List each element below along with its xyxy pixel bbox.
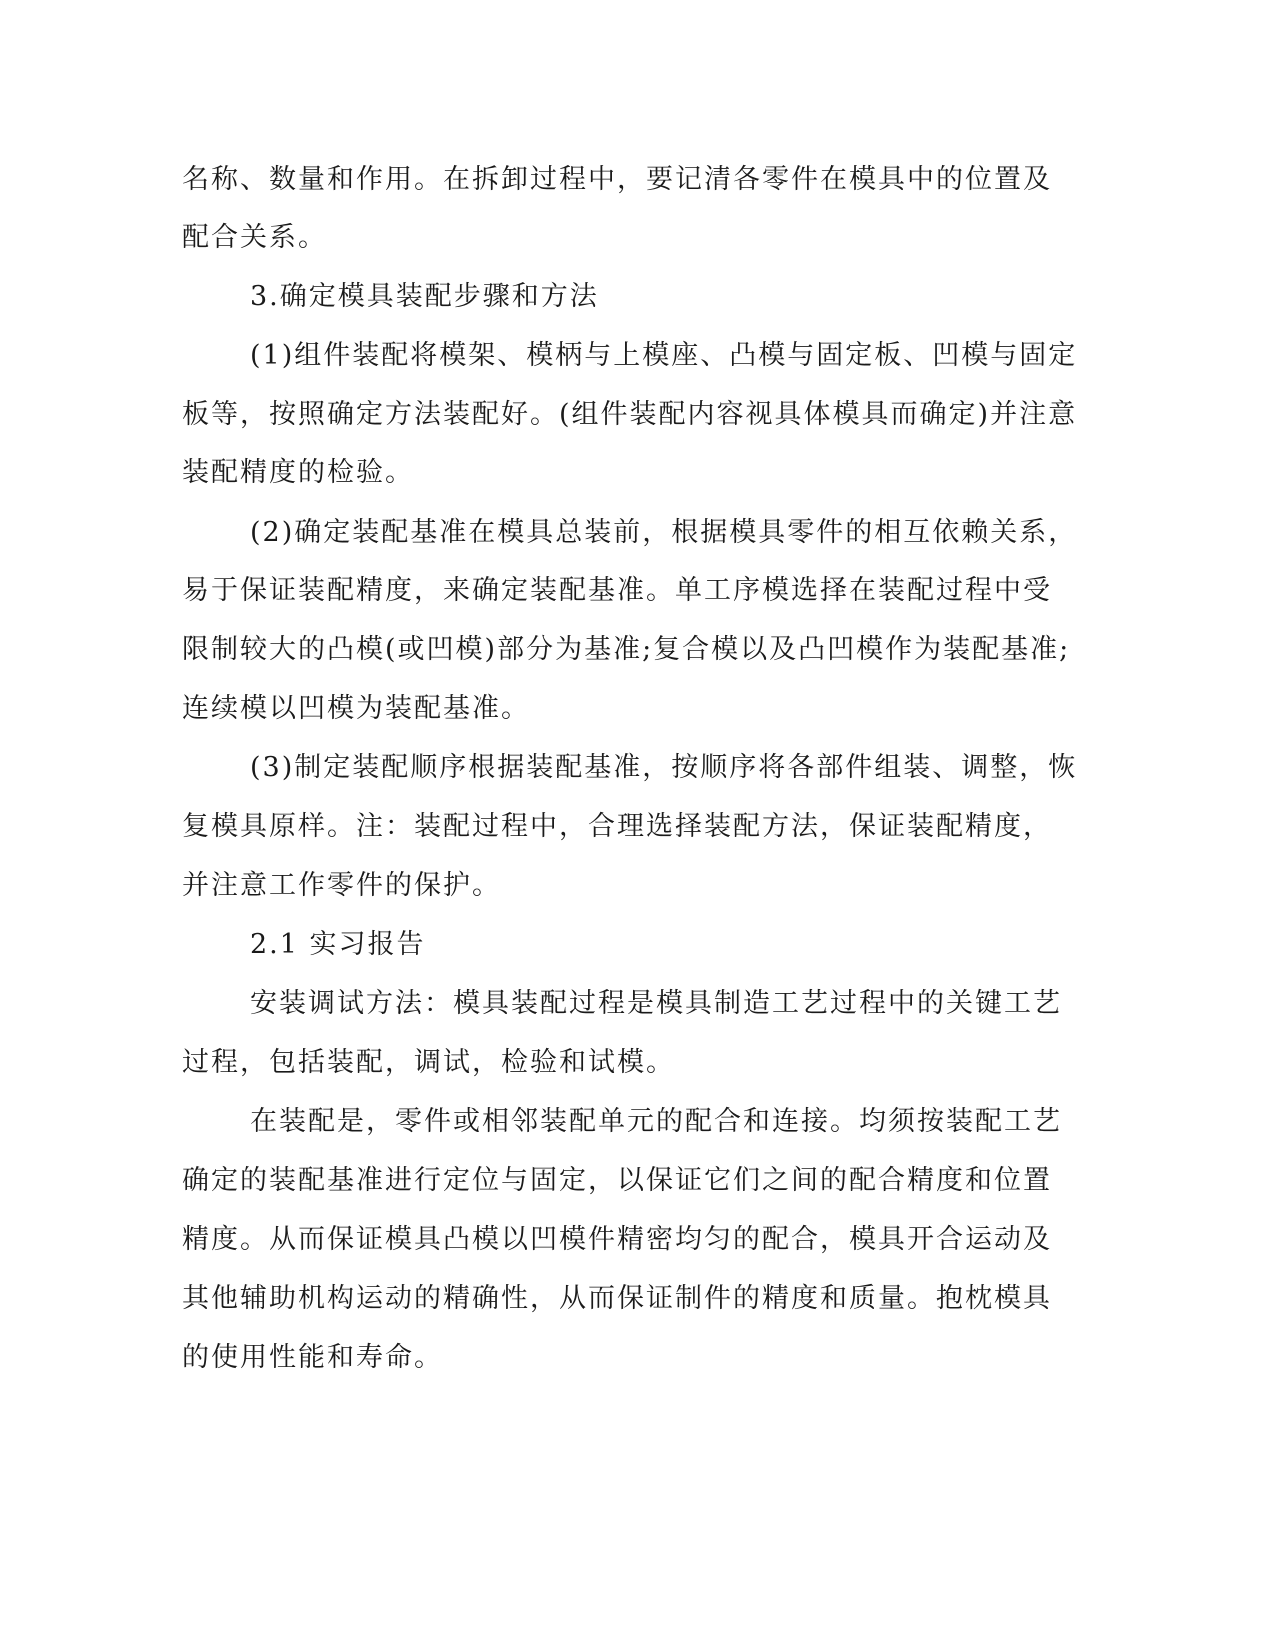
text-line: 易于保证装配精度，来确定装配基准。单工序模选择在装配过程中受 (182, 575, 1052, 606)
text-line: (2)确定装配基准在模具总装前，根据模具零件的相互依赖关系， (250, 517, 1078, 548)
text-line: 的使用性能和寿命。 (182, 1342, 443, 1373)
section-heading: 2.1 实习报告 (250, 929, 426, 960)
text-line: 配合关系。 (182, 222, 327, 253)
text-line: 其他辅助机构运动的精确性，从而保证制件的精度和质量。抱枕模具 (182, 1283, 1052, 1314)
text-line: 装配精度的检验。 (182, 457, 414, 488)
text-line: 连续模以凹模为装配基准。 (182, 693, 530, 724)
text-line: 安装调试方法：模具装配过程是模具制造工艺过程中的关键工艺 (250, 988, 1062, 1019)
text-line: 复模具原样。注：装配过程中，合理选择装配方法，保证装配精度， (182, 811, 1052, 842)
section-heading: 3.确定模具装配步骤和方法 (250, 281, 599, 312)
text-line: 并注意工作零件的保护。 (182, 870, 501, 901)
text-line: 确定的装配基准进行定位与固定，以保证它们之间的配合精度和位置 (182, 1165, 1052, 1196)
text-line: (3)制定装配顺序根据装配基准，按顺序将各部件组装、调整，恢 (250, 752, 1078, 783)
text-line: (1)组件装配将模架、模柄与上模座、凸模与固定板、凹模与固定 (250, 340, 1078, 371)
text-line: 过程，包括装配，调试，检验和试模。 (182, 1047, 675, 1078)
text-line: 在装配是，零件或相邻装配单元的配合和连接。均须按装配工艺 (250, 1106, 1062, 1137)
text-line: 板等，按照确定方法装配好。(组件装配内容视具体模具而确定)并注意 (182, 399, 1078, 430)
text-line: 精度。从而保证模具凸模以凹模件精密均匀的配合，模具开合运动及 (182, 1224, 1052, 1255)
text-line: 名称、数量和作用。在拆卸过程中，要记清各零件在模具中的位置及 (182, 164, 1052, 195)
text-line: 限制较大的凸模(或凹模)部分为基准;复合模以及凸凹模作为装配基准; (182, 634, 1071, 665)
